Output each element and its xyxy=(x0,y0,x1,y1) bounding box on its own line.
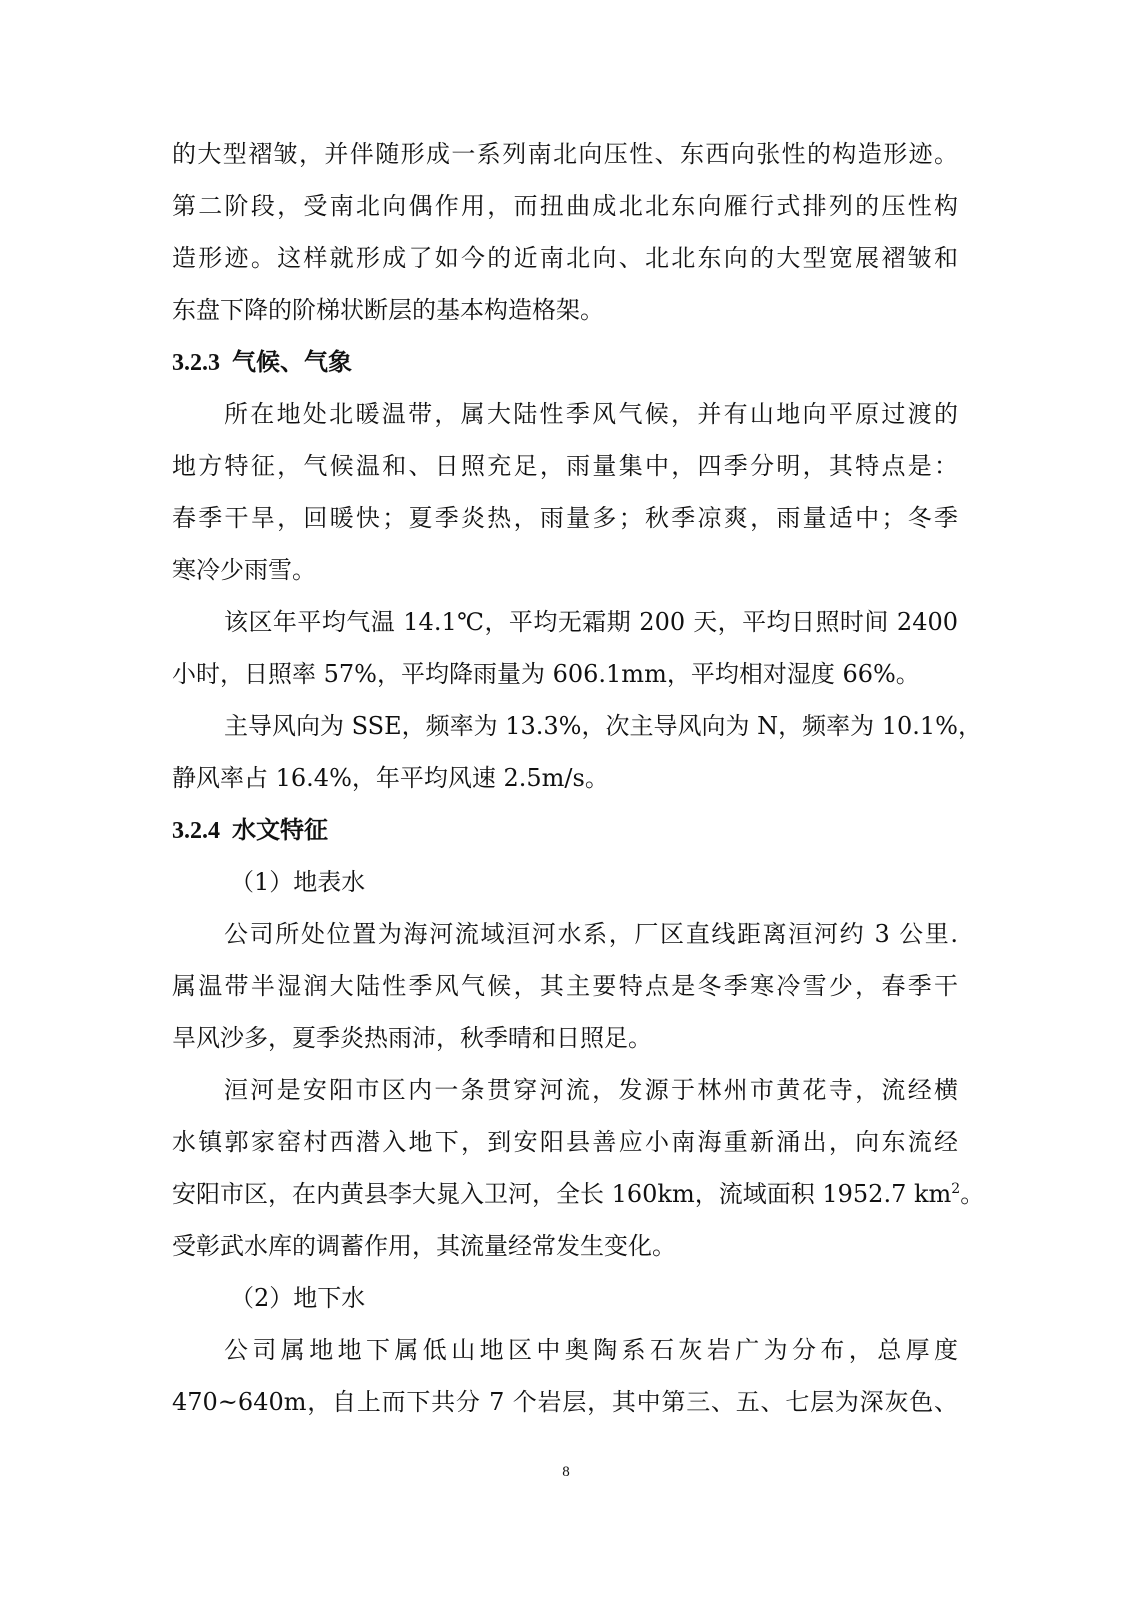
section-title: 水文特征 xyxy=(232,815,328,844)
text-line: 洹河是安阳市区内一条贯穿河流，发源于林州市黄花寺，流经横 xyxy=(224,1076,958,1104)
section-title: 气候、气象 xyxy=(232,347,352,376)
text-line: 寒冷少雨雪。 xyxy=(172,556,316,584)
subsection-label: （1）地表水 xyxy=(230,868,366,896)
text-line xyxy=(172,1172,985,1216)
text-line: 地方特征，气候温和、日照充足，雨量集中，四季分明，其特点是： xyxy=(172,452,958,480)
section-number: 3.2.4 xyxy=(172,818,220,844)
page-number: 8 xyxy=(562,1464,570,1480)
text-segment: 安阳市区，在内黄县李大晁入卫河，全长 160km，流域面积 1952.7 km xyxy=(172,1180,952,1208)
text-line: 小时，日照率 57%，平均降雨量为 606.1mm，平均相对湿度 66%。 xyxy=(172,660,920,688)
text-line: 造形迹。这样就形成了如今的近南北向、北北东向的大型宽展褶皱和 xyxy=(172,244,958,272)
text-line: 的大型褶皱，并伴随形成一系列南北向压性、东西向张性的构造形迹。 xyxy=(172,140,958,168)
text-line: 第二阶段，受南北向偶作用，而扭曲成北北东向雁行式排列的压性构 xyxy=(172,192,958,220)
text-line: 470~640m，自上而下共分 7 个岩层，其中第三、五、七层为深灰色、 xyxy=(172,1388,958,1416)
text-line: 春季干旱，回暖快；夏季炎热，雨量多；秋季凉爽，雨量适中；冬季 xyxy=(172,504,958,532)
text-line: 静风率占 16.4%，年平均风速 2.5m/s。 xyxy=(172,764,609,792)
text-line: 受彰武水库的调蓄作用，其流量经常发生变化。 xyxy=(172,1232,676,1260)
text-line: 所在地处北暖温带，属大陆性季风气候，并有山地向平原过渡的 xyxy=(224,400,958,428)
section-heading xyxy=(172,808,328,852)
text-line: 公司所处位置为海河流域洹河水系，厂区直线距离洹河约 3 公里. xyxy=(224,920,958,948)
text-line: 公司属地地下属低山地区中奥陶系石灰岩广为分布，总厚度 xyxy=(224,1336,958,1364)
text-line: 属温带半湿润大陆性季风气候，其主要特点是冬季寒冷雪少，春季干 xyxy=(172,972,958,1000)
text-line: 水镇郭家窑村西潜入地下，到安阳县善应小南海重新涌出，向东流经 xyxy=(172,1128,958,1156)
text-line: 主导风向为 SSE，频率为 13.3%，次主导风向为 N，频率为 10.1%， xyxy=(224,712,982,740)
section-number: 3.2.3 xyxy=(172,350,220,376)
superscript: 2 xyxy=(951,1181,961,1197)
section-heading xyxy=(172,340,352,384)
subsection-label: （2）地下水 xyxy=(230,1284,366,1312)
text-line: 旱风沙多，夏季炎热雨沛，秋季晴和日照足。 xyxy=(172,1024,652,1052)
text-line: 东盘下降的阶梯状断层的基本构造格架。 xyxy=(172,296,604,324)
text-line: 该区年平均气温 14.1℃，平均无霜期 200 天，平均日照时间 2400 xyxy=(224,608,958,636)
text-segment: 。 xyxy=(960,1180,985,1208)
